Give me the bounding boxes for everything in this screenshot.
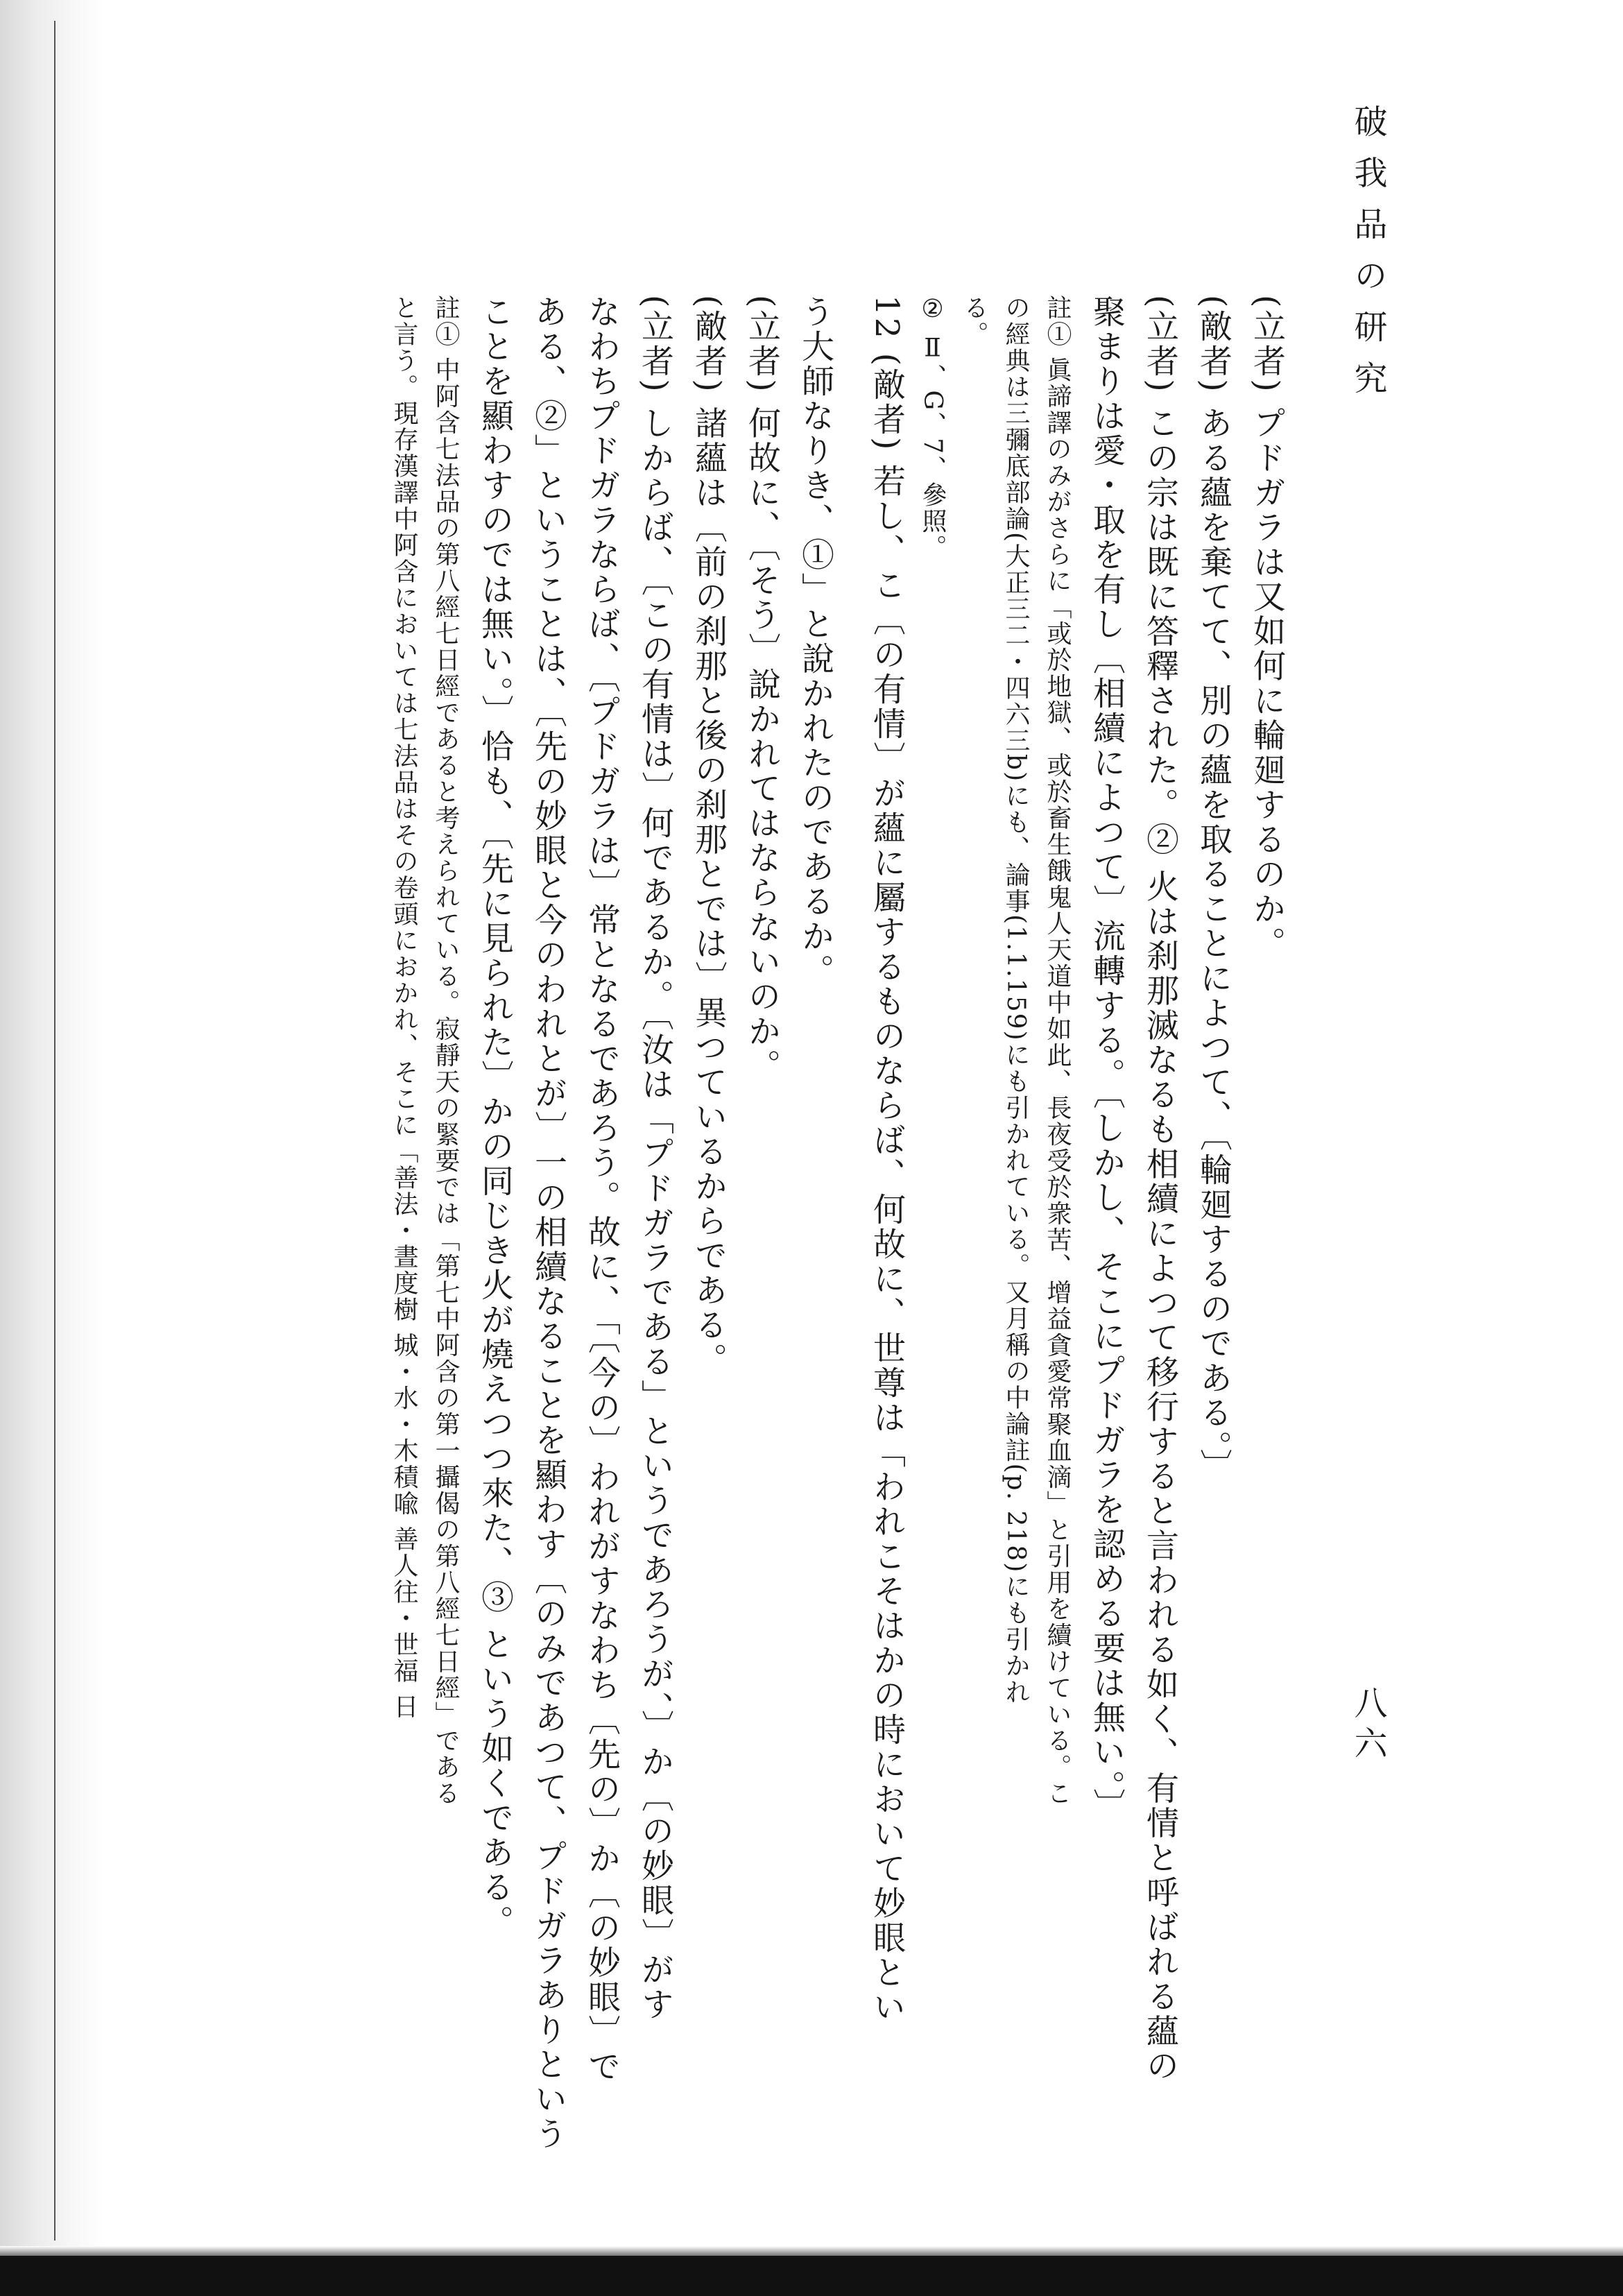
footnote-line: 註① 眞諦譯のみがさらに「或於地獄、或於畜生餓鬼人天道中如此、長夜受於衆苦、增益貪愛常聚血滴」と引用を續けている。こ xyxy=(1043,295,1072,1807)
footnote-line: ② Ⅱ、G、7、參照。 xyxy=(918,295,947,561)
text-line: (立者) プドガラは又如何に輪廻するのか。 xyxy=(1248,295,1286,961)
text-line: (立者) 何故に、〔そう〕說かれてはならないのか。 xyxy=(743,295,781,1084)
running-title: 破我品の研究 xyxy=(1348,104,1387,412)
text-line: ことを顯わすのでは無い。〕恰も、〔先に見られた〕かの同じき火が燒えつつ來た、③ という如くである。 xyxy=(476,295,514,1939)
scan-edge-fade xyxy=(0,2246,1623,2256)
text-line: (敵者) ある蘊を棄てて、別の蘊を取ることによつて、〔輪廻するのである。〕 xyxy=(1194,295,1233,1484)
scan-shadow xyxy=(0,0,104,2296)
footnote-line: の經典は三彌底部論(大正三二・四六三b)にも、論事(1.1.159)にも引かれている。又月稱の中論註(p. 218)にも引かれ xyxy=(1002,295,1030,1706)
vertical-text-body xyxy=(375,295,1286,2152)
footnote-line: 註① 中阿含七法品の第八經七日經であると考えられている。寂靜天の緊要では「第七中阿含の第一攝偈の第八經七日經」である xyxy=(431,295,460,1807)
page-number: 八六 xyxy=(1348,1686,1387,1766)
text-line: 聚まりは愛・取を有し〔相續によつて〕流轉する。〔しかし、そこにプドガラを認める要は無い。〕 xyxy=(1088,295,1126,1823)
footnote-line: る。 xyxy=(960,295,988,348)
text-line: (立者) この宗は既に答釋された。② 火は刹那滅なるも相續によつて移行すると言われる如く、有情と呼ばれる蘊の xyxy=(1141,295,1179,2084)
text-line: (敵者) 諸蘊は〔前の刹那と後の刹那とでは〕異つているからである。 xyxy=(689,295,728,1378)
scan-bottom-border xyxy=(0,2256,1623,2296)
text-line: う大師なりき、①」と說かれたのであるか。 xyxy=(796,295,834,988)
text-line: 12 (敵者) 若し、こ〔の有情〕が蘊に屬するものならば、何故に、世尊は「われこそはかの時において妙眼とい xyxy=(868,295,906,2025)
scan-binding-line xyxy=(54,21,55,2241)
text-line: なわちプドガラならば、〔プドガラは〕常となるであろう。故に、「〔今の〕われがすなわち〔先の〕か〔の妙眼〕で xyxy=(583,295,621,2084)
footnote-line: と言う。現存漢譯中阿含においては七法品はその卷頭におかれ、そこに「善法・晝度樹 城・水・木積喩 善人往・世福 日 xyxy=(390,295,418,1720)
text-line: (立者) しからば、〔この有情は〕何であるか。〔汝は「プドガラである」というであろうが、〕か〔の妙眼〕がす xyxy=(636,295,674,2023)
text-line: ある、②」ということは、〔先の妙眼と今のわれとが〕一の相續なることを顯わす〔のみであつて、プドガラありという xyxy=(529,295,567,2152)
